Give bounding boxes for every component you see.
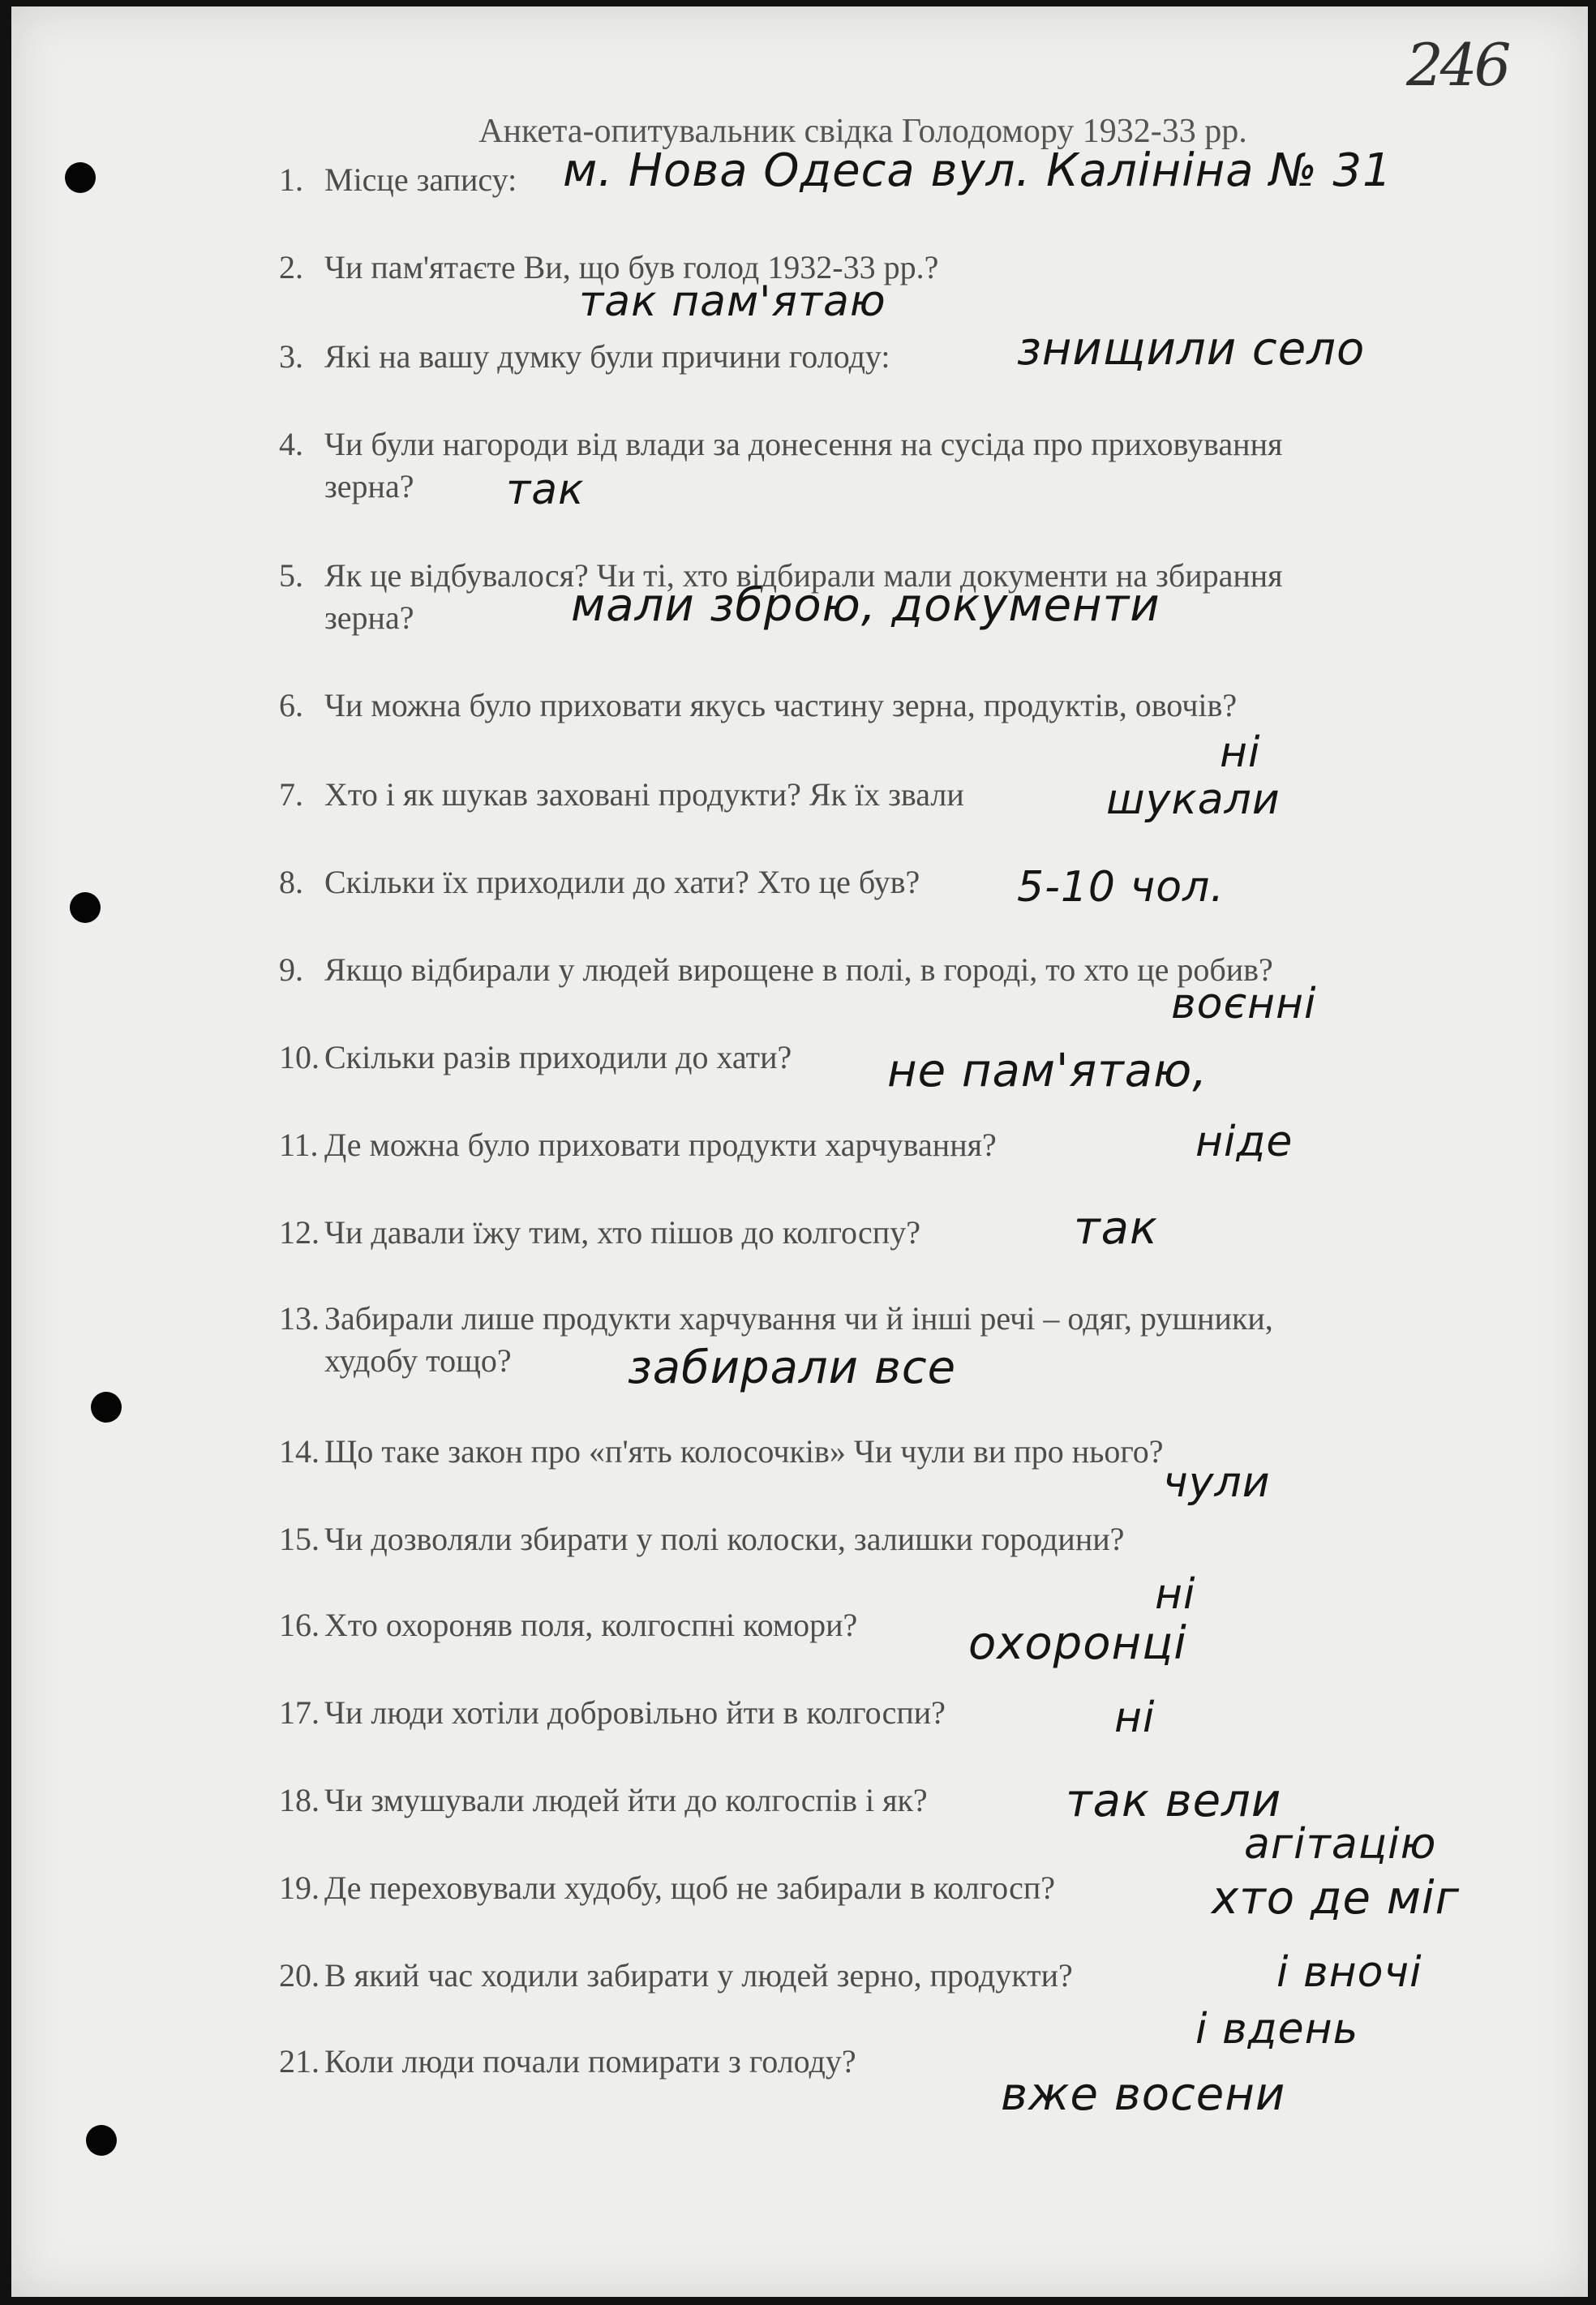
- handwritten-answer-11: ніде: [1195, 1118, 1294, 1166]
- question-text: В який час ходили забирати у людей зерно, продукти?: [324, 1957, 1073, 1994]
- question-text: Забирали лише продукти харчування чи й інші речі – одяг, рушники,: [324, 1300, 1273, 1337]
- handwritten-answer-10: не пам'ятаю,: [887, 1045, 1208, 1097]
- question-text: Де переховували худобу, щоб не забирали в колгосп?: [324, 1869, 1056, 1906]
- punch-hole-1: [65, 162, 96, 193]
- question-number: 8.: [279, 864, 303, 900]
- question-19: [279, 1867, 1055, 1909]
- page-title: Анкета-опитувальник свідка Голодомору 1932-33 рр.: [478, 113, 1247, 150]
- question-number: 5.: [279, 557, 303, 594]
- handwritten-answer-12: так: [1074, 1202, 1158, 1255]
- handwritten-answer-4: так: [506, 466, 585, 514]
- question-20: [279, 1955, 1073, 1997]
- question-text: Чи давали їжу тим, хто пішов до колгоспу?: [324, 1214, 920, 1251]
- question-21: [279, 2041, 856, 2083]
- question-number: 16.: [279, 1607, 320, 1643]
- question-9: [279, 949, 1273, 991]
- question-16: [279, 1604, 857, 1646]
- question-text: Скільки їх приходили до хати? Хто це був?: [324, 864, 920, 900]
- handwritten-answer-20-line2: і вдень: [1195, 2005, 1359, 2054]
- archive-number: 246: [1406, 31, 1508, 99]
- question-number: 12.: [279, 1214, 320, 1251]
- handwritten-answer-21: вже восени: [1001, 2068, 1286, 2121]
- question-number: 6.: [279, 687, 303, 723]
- handwritten-answer-19: хто де міг: [1212, 1872, 1461, 1925]
- question-text: Чи пам'ятаєте Ви, що був голод 1932-33 рр.?: [324, 249, 939, 285]
- question-17: [279, 1692, 946, 1734]
- handwritten-answer-18-line1: так вели: [1066, 1775, 1282, 1827]
- punch-hole-4: [86, 2125, 117, 2156]
- question-text-continued: зерна?: [324, 599, 414, 636]
- question-number: 20.: [279, 1957, 320, 1994]
- question-text: Якщо відбирали у людей вирощене в полі, в городі, то хто це робив?: [324, 951, 1273, 988]
- question-number: 17.: [279, 1694, 320, 1731]
- question-number: 1.: [279, 161, 303, 198]
- handwritten-answer-16: охоронці: [968, 1617, 1187, 1670]
- question-text-continued: зерна?: [324, 468, 414, 504]
- question-4: [279, 423, 1282, 508]
- punch-hole-2: [70, 892, 101, 923]
- question-8: [279, 861, 920, 904]
- handwritten-answer-6: ні: [1220, 728, 1261, 777]
- question-text: Чи можна було приховати якусь частину зерна, продуктів, овочів?: [324, 687, 1238, 723]
- question-number: 21.: [279, 2043, 320, 2080]
- handwritten-answer-5: мали зброю, документи: [571, 579, 1161, 632]
- question-text: Де можна було приховати продукти харчування?: [324, 1127, 997, 1163]
- handwritten-answer-20-line1: і вночі: [1276, 1948, 1422, 1997]
- question-text: Хто і як шукав заховані продукти? Як їх звали: [324, 776, 964, 813]
- handwritten-answer-3: знищили село: [1017, 323, 1366, 376]
- question-text: Чи були нагороди від влади за донесення на сусіда про приховування: [324, 426, 1283, 462]
- question-text: Як це відбувалося? Чи ті, хто відбирали мали документи на збирання: [324, 557, 1283, 594]
- handwritten-answer-1: м. Нова Одеса вул. Калініна № 31: [563, 144, 1392, 197]
- questionnaire-sheet: [11, 6, 1588, 2297]
- question-1: [279, 159, 517, 201]
- question-number: 19.: [279, 1869, 320, 1906]
- question-number: 3.: [279, 338, 303, 375]
- question-number: 4.: [279, 426, 303, 462]
- question-text: Що таке закон про «п'ять колосочків» Чи чули ви про нього?: [324, 1433, 1164, 1470]
- question-number: 10.: [279, 1039, 320, 1075]
- question-11: [279, 1124, 997, 1166]
- question-18: [279, 1779, 928, 1822]
- question-15: [279, 1518, 1124, 1560]
- question-text: Чи дозволяли збирати у полі колоски, залишки городини?: [324, 1521, 1125, 1557]
- question-7: [279, 774, 964, 816]
- handwritten-answer-13: забирали все: [628, 1341, 957, 1394]
- handwritten-answer-7: шукали: [1106, 775, 1281, 824]
- question-text-continued: худобу тощо?: [324, 1342, 512, 1379]
- handwritten-answer-17: ні: [1114, 1693, 1156, 1742]
- question-text: Скільки разів приходили до хати?: [324, 1039, 792, 1075]
- handwritten-answer-14: чули: [1163, 1458, 1271, 1507]
- question-number: 2.: [279, 249, 303, 285]
- question-text: Чи люди хотіли добровільно йти в колгоспи?: [324, 1694, 946, 1731]
- question-6: [279, 685, 1237, 727]
- question-number: 14.: [279, 1433, 320, 1470]
- handwritten-answer-2: так пам'ятаю: [579, 277, 886, 326]
- question-14: [279, 1431, 1164, 1473]
- question-number: 15.: [279, 1521, 320, 1557]
- question-text: Хто охороняв поля, колгоспні комори?: [324, 1607, 858, 1643]
- punch-hole-3: [91, 1392, 122, 1423]
- question-number: 7.: [279, 776, 303, 813]
- handwritten-answer-15: ні: [1155, 1570, 1196, 1619]
- question-text: Коли люди почали помирати з голоду?: [324, 2043, 856, 2080]
- handwritten-answer-8: 5-10 чол.: [1017, 863, 1225, 912]
- question-number: 9.: [279, 951, 303, 988]
- handwritten-answer-18-line2: агітацію: [1244, 1820, 1437, 1869]
- question-12: [279, 1212, 920, 1254]
- question-10: [279, 1037, 792, 1079]
- question-number: 11.: [279, 1127, 319, 1163]
- question-text: Чи змушували людей йти до колгоспів і як?: [324, 1782, 928, 1818]
- question-number: 18.: [279, 1782, 320, 1818]
- question-text: Місце запису:: [324, 161, 517, 198]
- question-text: Які на вашу думку були причини голоду:: [324, 338, 890, 375]
- question-3: [279, 336, 890, 378]
- handwritten-answer-9: воєнні: [1171, 980, 1317, 1028]
- question-number: 13.: [279, 1300, 320, 1337]
